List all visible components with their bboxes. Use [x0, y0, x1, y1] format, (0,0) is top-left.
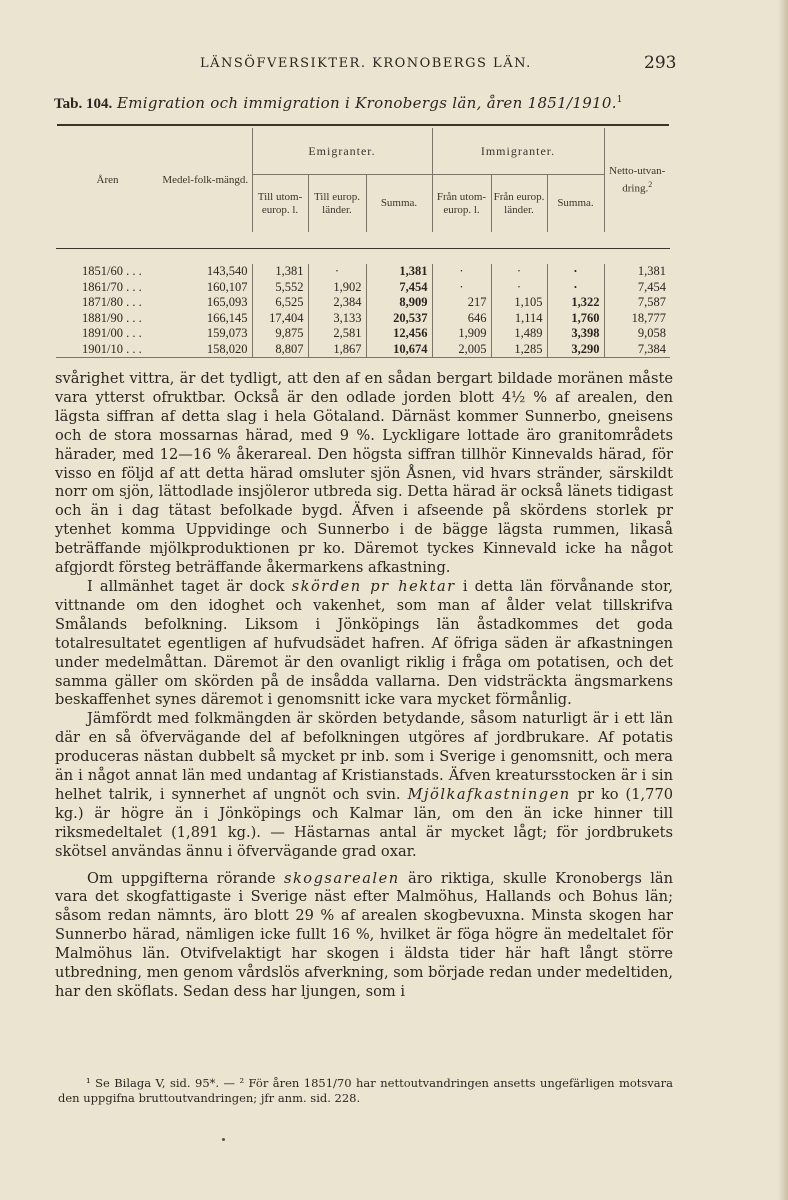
- cell-net: 7,384: [604, 342, 670, 358]
- table-caption: [54, 94, 734, 113]
- paragraph-text: i detta län förvånande stor, vittnande om den idoghet och vakenhet, som man af ålder velat tillskrifva Smålands befolkning. Liksom i Jönköpings län åstadkommes det goda totalresultatet egentligen af hufvudsädet hafren. Af öfriga säden är afkastningen under medelmåttan. Däremot är den ovanligt riklig i fråga om potatisen, och det samma gäller om skörden på de insådda vallarna. Den vidsträckta ängsmarkens beskaffenhet synes däremot i genomsnitt icke vara mycket förmånlig.: [55, 577, 673, 709]
- cell-net: 7,454: [604, 280, 670, 296]
- cell-em-sum: 7,454: [366, 280, 432, 296]
- cell-im-eu: 1,285: [491, 342, 547, 358]
- table-row: [56, 280, 670, 296]
- group-header-emigrants: Emigranter.: [252, 128, 432, 175]
- table-row: [56, 342, 670, 358]
- cell-em-eu: 3,133: [308, 311, 366, 327]
- cell-em-sum: 20,537: [366, 311, 432, 327]
- paragraph-text: Jämfördt med folkmängden är skörden betydande, såsom naturligt är i ett län där en så öfvervägande del af befolkningen utgöres af jordbrukare. Af potatis produceras nästan dubbelt så mycket pr inb. som i Sverige i genomsnitt, och mera än i något annat län med undantag af Kristianstads. Äfven kreatursstocken är i sin helhet talrik, i synnerhet af ungnöt och svin.: [55, 710, 673, 803]
- cell-em-eu: 1,867: [308, 342, 366, 358]
- cell-population: 166,145: [206, 310, 248, 325]
- cell-im-sum: 3,398: [547, 326, 604, 342]
- print-speck: [222, 1138, 225, 1141]
- cell-em-out: 5,552: [252, 280, 308, 296]
- cell-year: 1861/70 . . .: [82, 279, 142, 294]
- cell-im-sum: 1,322: [547, 295, 604, 311]
- col-header-net-ref: 2: [648, 179, 653, 189]
- footnote: ¹ Se Bilaga V, sid. 95*. — ² För åren 1851/70 har nettoutvandringen ansetts ungefärligen motsvara den uppgifna bruttoutvandringen; jfr anm. sid. 228.: [58, 1076, 673, 1105]
- paragraph-text: pr ko (1,770 kg.) är högre än i Jönköpings och Kalmar län, om den än icke hinner till riksmedeltalet (1,891 kg.). — Hästarnas antal är mycket lågt; för jordbrukets skötsel användas ännu i öfvervägande grad oxar.: [55, 785, 674, 860]
- cell-net: 9,058: [604, 326, 670, 342]
- cell-em-sum: 1,381: [366, 264, 432, 280]
- paragraph: [55, 870, 673, 1002]
- cell-im-eu: 1,105: [491, 295, 547, 311]
- cell-im-out: 646: [432, 311, 491, 327]
- col-header-em-sum: Summa.: [366, 175, 432, 233]
- paragraph: [55, 710, 673, 861]
- cell-em-eu: ·: [308, 264, 366, 280]
- cell-im-out: 1,909: [432, 326, 491, 342]
- page-number: 293: [644, 53, 677, 73]
- table-row: [56, 264, 670, 280]
- col-header-year: Åren: [96, 173, 119, 186]
- caption-footnote-ref: 1: [616, 95, 623, 105]
- cell-year: 1871/80 . . .: [82, 295, 142, 309]
- paragraph-text: I allmänhet taget är dock: [87, 577, 285, 595]
- table-number: Tab. 104.: [54, 96, 113, 112]
- cell-net: 18,777: [604, 311, 670, 327]
- page-edge-shadow: [778, 0, 788, 1200]
- cell-population: 159,073: [206, 326, 248, 340]
- cell-year: 1881/90 . . .: [82, 310, 142, 325]
- cell-population: 158,020: [159, 342, 252, 358]
- cell-em-sum: 10,674: [366, 342, 432, 358]
- body-text: [55, 370, 673, 1002]
- group-header-immigrants: Immigranter.: [432, 128, 604, 175]
- cell-em-out: 9,875: [252, 326, 308, 342]
- footnotes: [58, 1076, 673, 1105]
- paragraph-text: äro riktiga, skulle Kronobergs län vara det skogfattigaste i Sverige näst efter Malmöhus, Hallands och Bohus län; såsom redan nämnts, äro blott 29 % af arealen skogbevuxna. Minsta skogen har Sunnerbo härad, nämligen icke fullt 16 %, hvilket är föga högre än medeltalet för Malmöhus län. Otvifvelaktigt har skogen i äldsta tider här haft långt större utbredning, men genom vårdslös afverkning, som började redan under medeltiden, har den sköflats. Sedan dess har ljungen, som i: [55, 869, 673, 1000]
- table-title: Emigration och immigration i Kronobergs län, åren 1851/1910.: [117, 94, 617, 112]
- cell-em-out: 8,807: [252, 342, 308, 358]
- cell-em-eu: 1,902: [308, 280, 366, 296]
- cell-year: 1891/00 . . .: [82, 326, 142, 340]
- cell-em-sum: 12,456: [366, 326, 432, 342]
- cell-im-eu: 1,489: [491, 326, 547, 342]
- cell-im-out: 217: [432, 295, 491, 311]
- emphasis-skorden: skörden pr hektar: [291, 577, 456, 595]
- cell-im-out: 2,005: [432, 342, 491, 358]
- cell-em-out: 6,525: [252, 295, 308, 311]
- cell-im-eu: ·: [491, 264, 547, 280]
- col-header-im-eu: Från europ. länder.: [491, 175, 547, 233]
- cell-em-eu: 2,384: [308, 295, 366, 311]
- cell-im-eu: ·: [491, 280, 547, 296]
- cell-net: 7,587: [604, 295, 670, 311]
- cell-em-out: 17,404: [252, 311, 308, 327]
- col-header-im-out: Från utom-europ. l.: [432, 175, 491, 233]
- cell-net: 1,381: [604, 264, 670, 280]
- table-row: [56, 326, 670, 342]
- table-row: [56, 295, 670, 311]
- cell-im-out: ·: [432, 264, 491, 280]
- col-header-im-sum: Summa.: [547, 175, 604, 233]
- cell-year: 1901/10 . . .: [56, 342, 159, 358]
- cell-im-out: ·: [432, 280, 491, 296]
- table-row: [56, 311, 670, 327]
- col-header-em-out: Till utom-europ. l.: [252, 175, 308, 233]
- cell-em-sum: 8,909: [366, 295, 432, 311]
- paragraph-text: Om uppgifterna rörande: [87, 869, 276, 887]
- emigration-table: [56, 128, 670, 358]
- cell-im-sum: ·: [547, 280, 604, 296]
- emphasis-skogsarealen: skogsarealen: [283, 869, 400, 887]
- running-title: LÄNSÖFVERSIKTER. KRONOBERGS LÄN.: [200, 56, 532, 71]
- cell-year: 1851/60 . . .: [82, 264, 142, 278]
- col-header-net-label: Netto-utvan-dring.: [609, 164, 666, 195]
- col-header-population: Medel-folk-mängd.: [162, 173, 249, 186]
- col-header-net: [604, 128, 670, 232]
- table-top-rule: [57, 124, 669, 126]
- cell-im-sum: ·: [547, 264, 604, 280]
- cell-population: 160,107: [206, 279, 248, 294]
- cell-im-sum: 3,290: [547, 342, 604, 358]
- cell-em-out: 1,381: [252, 264, 308, 280]
- col-header-em-eu: Till europ. länder.: [308, 175, 366, 233]
- cell-population: 165,093: [206, 295, 248, 309]
- paragraph: svårighet vittra, är det tydligt, att den af en sådan bergart bildade moränen måste vara ytterst ofruktbar. Också är den odlade jorden blott 4½ % af arealen, den lägsta siffran af detta slag i hela Götaland. Därnäst kommer Sunnerbo, gneisens och de stora mossarnas härad, med 9 %. Lyckligare lottade äro granitområdets härader, med 12—16 % åkerareal. Den högsta siffran tillhör Kinnevalds härad, för visso en följd af att detta härad omsluter sjön Åsnen, vid hvars stränder, särskildt norr om sjön, lättodlade insjöleror utbreda sig. Detta härad är också länets tidigast och än i dag tätast befolkade bygd. Äfven i afseende på skördens storlek pr ytenhet komma Uppvidinge och Sunnerbo i de bägge lägsta rummen, likaså beträffande mjölkproduktionen pr ko. Däremot tyckes Kinnevald icke ha något afgjordt försteg beträffande åkermarkens afkastning.: [55, 370, 673, 577]
- cell-em-eu: 2,581: [308, 326, 366, 342]
- cell-population: 143,540: [206, 264, 248, 278]
- cell-im-sum: 1,760: [547, 311, 604, 327]
- cell-im-eu: 1,114: [491, 311, 547, 327]
- emphasis-mjolk: Mjölkafkastningen: [407, 785, 571, 803]
- paragraph: [55, 578, 673, 710]
